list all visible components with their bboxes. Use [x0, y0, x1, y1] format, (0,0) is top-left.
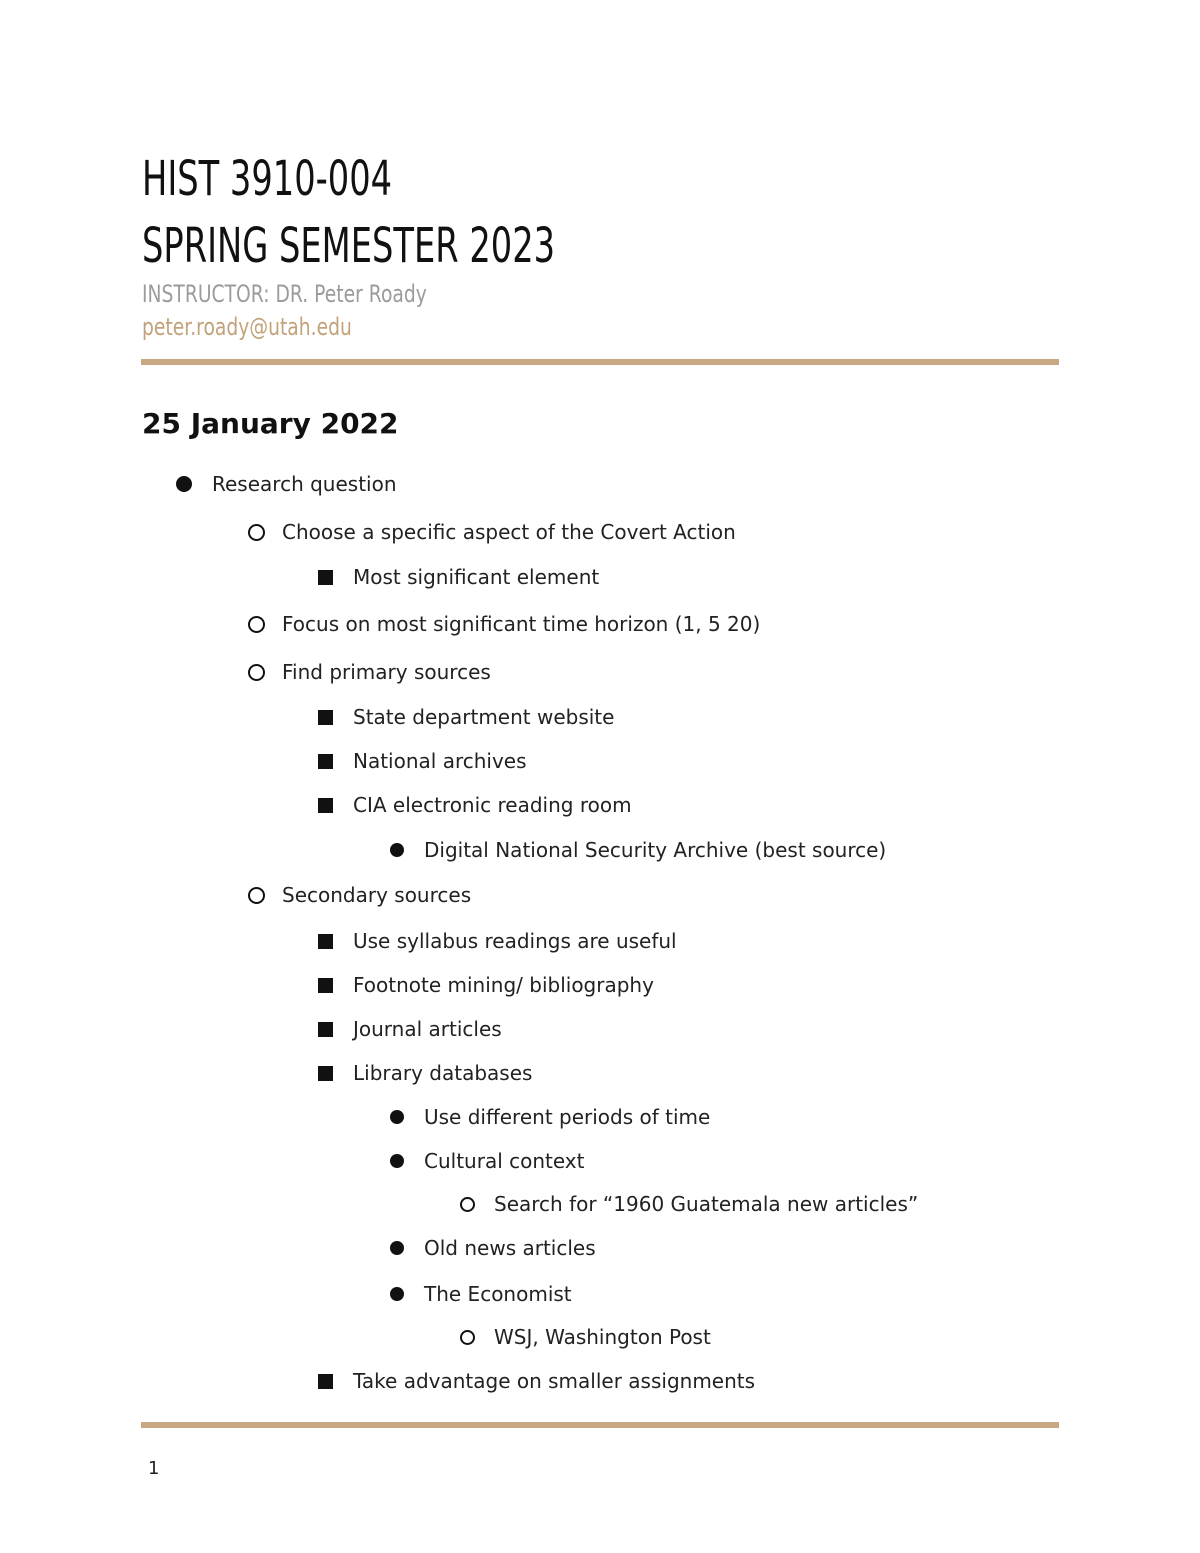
list-item-text: Search for “1960 Guatemala new articles” [494, 1192, 919, 1216]
bullet-square-icon [318, 1022, 333, 1037]
list-item-text: Use syllabus readings are useful [353, 929, 677, 953]
list-item [318, 926, 677, 956]
header-divider [141, 359, 1059, 365]
list-item-text: Use different periods of time [424, 1105, 711, 1129]
list-item-text: Old news articles [424, 1236, 596, 1260]
bullet-circle-icon [248, 616, 265, 633]
bullet-square-icon [318, 978, 333, 993]
list-item [248, 657, 491, 687]
list-item-text: Secondary sources [282, 883, 472, 907]
list-item [390, 1146, 585, 1176]
list-item [318, 562, 599, 592]
bullet-disc-icon [390, 843, 404, 857]
bullet-square-icon [318, 1066, 333, 1081]
list-item-text: Footnote mining/ bibliography [353, 973, 654, 997]
list-item-text: CIA electronic reading room [353, 793, 632, 817]
bullet-disc-icon [390, 1110, 404, 1124]
bullet-square-icon [318, 710, 333, 725]
instructor-name: INSTRUCTOR: DR. Peter Roady [142, 280, 427, 308]
list-item-text: Library databases [353, 1061, 533, 1085]
bullet-disc-icon [176, 476, 192, 492]
page-number: 1 [148, 1458, 160, 1479]
course-code-title: HIST 3910-004 [142, 151, 393, 207]
list-item [318, 1014, 502, 1044]
bullet-square-icon [318, 798, 333, 813]
list-item [390, 1279, 572, 1309]
bullet-circle-icon [248, 524, 265, 541]
list-item-text: Most significant element [353, 565, 600, 589]
list-item-text: Journal articles [353, 1017, 502, 1041]
list-item [318, 746, 527, 776]
bullet-circle-icon [248, 664, 265, 681]
bullet-square-icon [318, 754, 333, 769]
date-heading: 25 January 2022 [142, 407, 399, 440]
bullet-disc-icon [390, 1154, 404, 1168]
list-item [460, 1322, 711, 1352]
list-item [390, 835, 886, 865]
list-item [248, 517, 736, 547]
list-item-text: WSJ, Washington Post [494, 1325, 711, 1349]
list-item [390, 1233, 596, 1263]
list-item [318, 702, 614, 732]
list-item-text: Research question [212, 472, 397, 496]
list-item-text: Digital National Security Archive (best source) [424, 838, 887, 862]
bullet-disc-icon [390, 1287, 404, 1301]
list-item [390, 1102, 710, 1132]
bullet-circle-icon [460, 1330, 475, 1345]
list-item-text: State department website [353, 705, 615, 729]
semester-title: SPRING SEMESTER 2023 [142, 218, 556, 274]
list-item [318, 970, 654, 1000]
list-item [460, 1189, 918, 1219]
list-item [318, 1366, 755, 1396]
list-item-text: National archives [353, 749, 527, 773]
list-item-text: Cultural context [424, 1149, 585, 1173]
list-item [248, 609, 760, 639]
bullet-square-icon [318, 570, 333, 585]
list-item-text: The Economist [424, 1282, 572, 1306]
bullet-square-icon [318, 1374, 333, 1389]
list-item [318, 790, 632, 820]
instructor-email: peter.roady@utah.edu [142, 313, 352, 341]
bullet-circle-icon [248, 887, 265, 904]
footer-divider [141, 1422, 1059, 1428]
list-item [248, 880, 471, 910]
list-item [318, 1058, 532, 1088]
list-item-text: Find primary sources [282, 660, 491, 684]
bullet-circle-icon [460, 1197, 475, 1212]
bullet-square-icon [318, 934, 333, 949]
list-item [176, 469, 397, 499]
list-item-text: Take advantage on smaller assignments [353, 1369, 756, 1393]
list-item-text: Focus on most significant time horizon (1, 5 20) [282, 612, 761, 636]
bullet-disc-icon [390, 1241, 404, 1255]
list-item-text: Choose a specific aspect of the Covert Action [282, 520, 736, 544]
